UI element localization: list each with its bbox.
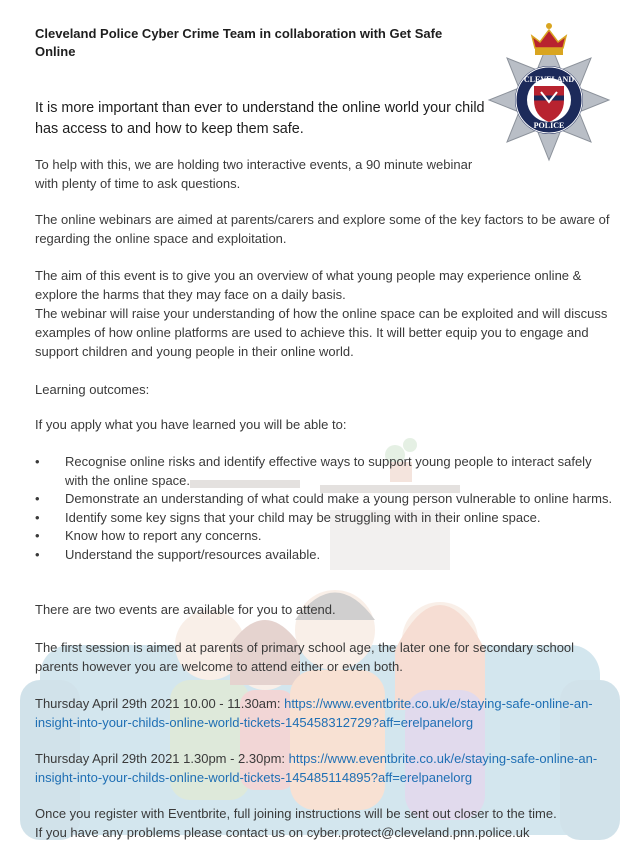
bullet-icon: •: [35, 454, 40, 469]
event-aim-line2: The webinar will raise your understanding of how the online space can be exploited and will discuss examples of how online platforms are used to achieve this. It will better equip you to engage and support children and young people in their online world.: [35, 306, 608, 359]
list-item: • Recognise online risks and identify effective ways to support young people to interact safely with the online space.: [35, 454, 592, 488]
events-available: There are two events are available for you to attend.: [35, 602, 336, 617]
list-item: • Demonstrate an understanding of what could make a young person vulnerable to online harms.: [35, 490, 615, 509]
sessions-info: The first session is aimed at parents of primary school age, the later one for secondary school parents however you are welcome to attend either or even both.: [35, 640, 575, 674]
closing-line-1: Once you register with Eventbrite, full joining instructions will be sent out closer to the time.: [35, 806, 557, 821]
event-2-link[interactable]: https://www.eventbrite.co.uk/e/staying-safe-online-an-insight-into-your-childs-online-world-tickets-145485114895?aff=erelpanelorg: [35, 751, 598, 785]
learning-outcomes-list: [35, 453, 615, 564]
bullet-icon: •: [35, 546, 40, 562]
event-1-date: Thursday April 29th 2021 10.00 - 11.30am:: [35, 696, 285, 711]
event-2-date: Thursday April 29th 2021 1.30pm - 2.30pm:: [35, 751, 289, 766]
list-item: • Know how to report any concerns.: [35, 527, 615, 546]
bullet-icon: •: [35, 491, 40, 506]
event-1-link[interactable]: https://www.eventbrite.co.uk/e/staying-safe-online-an-insight-into-your-childs-online-world-tickets-145458312729?aff=erelpanelorg: [35, 696, 593, 730]
events-description: To help with this, we are holding two interactive events, a 90 minute webinar with plenty of time to ask questions.: [35, 157, 473, 191]
closing-line-2: If you have any problems please contact us on cyber.protect@cleveland.pnn.police.uk: [35, 825, 530, 840]
event-aim-line1: The aim of this event is to give you an overview of what young people may experience online & explore the harms that they may face on a daily basis.: [35, 268, 582, 302]
bullet-icon: •: [35, 528, 40, 543]
apply-text: If you apply what you have learned you will be able to:: [35, 417, 347, 432]
list-item: • Understand the support/resources available.: [35, 546, 615, 565]
learning-outcomes-title: Learning outcomes:: [35, 382, 150, 397]
bullet-icon: •: [35, 509, 40, 525]
event-2: [35, 749, 620, 787]
page-title: Cleveland Police Cyber Crime Team in collaboration with Get Safe Online: [35, 26, 443, 59]
list-item: • Identify some key signs that your child may be struggling with in their online space.: [35, 509, 615, 528]
event-aim: [35, 266, 610, 361]
crown-icon: [532, 23, 566, 55]
intro-paragraph: It is more important than ever to understand the online world your child has access to and how to keep them safe.: [35, 100, 485, 137]
closing-info: [35, 804, 625, 842]
event-1: [35, 694, 620, 732]
webinar-audience: The online webinars are aimed at parents/carers and explore some of the key factors to be aware of regarding the online space and exploitation.: [35, 212, 610, 246]
cleveland-police-logo: [487, 20, 612, 162]
logo-top-text: CLEVELAND: [523, 75, 575, 84]
logo-bottom-text: POLICE: [533, 121, 565, 130]
